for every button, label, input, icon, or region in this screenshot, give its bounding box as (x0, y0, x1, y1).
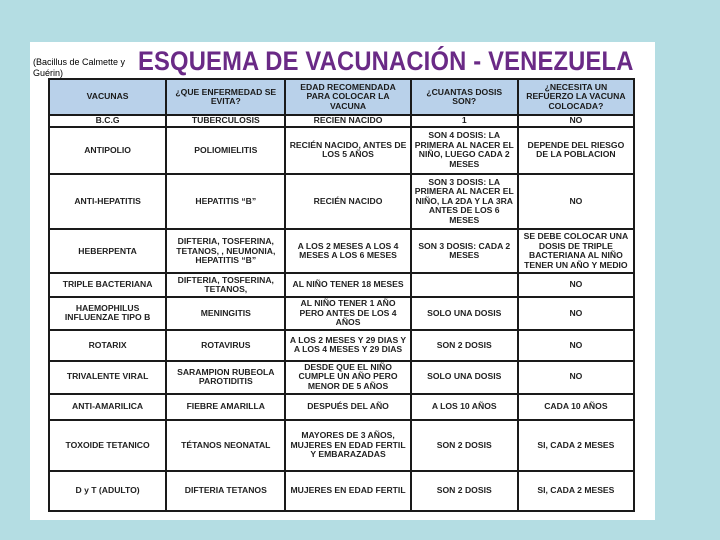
cell-dosis (412, 274, 517, 296)
header-refuerzo: ¿NECESITA UN REFUERZO LA VACUNA COLOCADA? (519, 80, 633, 114)
cell-edad: AL NIÑO TENER 1 AÑO PERO ANTES DE LOS 4 AÑOS (286, 298, 409, 329)
cell-enfermedad: SARAMPION RUBEOLA PAROTIDITIS (167, 362, 284, 393)
cell-refuerzo: DEPENDE DEL RIESGO DE LA POBLACION (519, 128, 633, 172)
cell-refuerzo: CADA 10 AÑOS (519, 395, 633, 420)
header-dosis: ¿CUANTAS DOSIS SON? (412, 80, 517, 114)
cell-refuerzo: NO (519, 274, 633, 296)
cell-enfermedad: MENINGITIS (167, 298, 284, 329)
table-row (50, 395, 633, 420)
cell-dosis: SON 2 DOSIS (412, 331, 517, 360)
cell-dosis: SON 2 DOSIS (412, 472, 517, 510)
header-enfermedad: ¿QUE ENFERMEDAD SE EVITA? (167, 80, 284, 114)
table-row (50, 421, 633, 469)
table-row (50, 472, 633, 510)
cell-vacuna: HEBERPENTA (50, 230, 165, 272)
header-vacunas: VACUNAS (50, 80, 165, 114)
cell-refuerzo: SI, CADA 2 MESES (519, 472, 633, 510)
cell-vacuna: ANTIPOLIO (50, 128, 165, 172)
cell-refuerzo: SE DEBE COLOCAR UNA DOSIS DE TRIPLE BACTERIANA AL NIÑO TENER UN AÑO Y MEDIO (519, 230, 633, 272)
cell-edad: A LOS 2 MESES A LOS 4 MESES A LOS 6 MESES (286, 230, 409, 272)
cell-edad: DESPUÉS DEL AÑO (286, 395, 409, 420)
cell-dosis: SON 2 DOSIS (412, 421, 517, 469)
table-row (50, 128, 633, 172)
cell-vacuna: TRIVALENTE VIRAL (50, 362, 165, 393)
cell-refuerzo: NO (519, 331, 633, 360)
cell-enfermedad: DIFTERIA, TOSFERINA, TETANOS, , NEUMONIA, HEPATITIS “B” (167, 230, 284, 272)
cell-edad: RECIÉN NACIDO, ANTES DE LOS 5 AÑOS (286, 128, 409, 172)
cell-refuerzo: SI, CADA 2 MESES (519, 421, 633, 469)
cell-enfermedad: DIFTERIA, TOSFERINA, TETANOS, (167, 274, 284, 296)
cell-vacuna: D y T (ADULTO) (50, 472, 165, 510)
cell-dosis: 1 (412, 116, 517, 126)
cell-edad: RECIEN NACIDO (286, 116, 409, 126)
page-title: ESQUEMA DE VACUNACIÓN - VENEZUELA (138, 46, 634, 76)
cell-dosis: SON 3 DOSIS: LA PRIMERA AL NACER EL NIÑO, LA 2DA Y LA 3RA ANTES DE LOS 6 MESES (412, 175, 517, 229)
cell-refuerzo: NO (519, 362, 633, 393)
table-row (50, 298, 633, 329)
cell-edad: A LOS 2 MESES Y 29 DIAS Y A LOS 4 MESES Y 29 DIAS (286, 331, 409, 360)
cell-dosis: SOLO UNA DOSIS (412, 362, 517, 393)
table-row (50, 274, 633, 296)
cell-vacuna: HAEMOPHILUS INFLUENZAE TIPO B (50, 298, 165, 329)
table-row (50, 230, 633, 272)
cell-dosis: SON 4 DOSIS: LA PRIMERA AL NACER EL NIÑO, LUEGO CADA 2 MESES (412, 128, 517, 172)
cell-dosis: SOLO UNA DOSIS (412, 298, 517, 329)
cell-enfermedad: POLIOMIELITIS (167, 128, 284, 172)
table-row (50, 175, 633, 229)
cell-enfermedad: DIFTERIA TETANOS (167, 472, 284, 510)
cell-enfermedad: FIEBRE AMARILLA (167, 395, 284, 420)
cell-vacuna: ANTI-AMARILICA (50, 395, 165, 420)
cell-enfermedad: ROTAVIRUS (167, 331, 284, 360)
cell-enfermedad: TÉTANOS NEONATAL (167, 421, 284, 469)
cell-refuerzo: NO (519, 175, 633, 229)
cell-enfermedad: TUBERCULOSIS (167, 116, 284, 126)
cell-refuerzo: NO (519, 298, 633, 329)
cell-edad: AL NIÑO TENER 18 MESES (286, 274, 409, 296)
table-row (50, 331, 633, 360)
cell-vacuna: TOXOIDE TETANICO (50, 421, 165, 469)
cell-refuerzo: NO (519, 116, 633, 126)
cell-enfermedad: HEPATITIS “B” (167, 175, 284, 229)
header-edad: EDAD RECOMENDADA PARA COLOCAR LA VACUNA (286, 80, 409, 114)
cell-edad: DESDE QUE EL NIÑO CUMPLE UN AÑO PERO MENOR DE 5 AÑOS (286, 362, 409, 393)
cell-vacuna: B.C.G (50, 116, 165, 126)
vaccination-table (48, 78, 635, 512)
cell-dosis: A LOS 10 AÑOS (412, 395, 517, 420)
table-row (50, 116, 633, 126)
table-header-row (50, 80, 633, 114)
cell-vacuna: ROTARIX (50, 331, 165, 360)
cell-edad: MUJERES EN EDAD FERTIL (286, 472, 409, 510)
cell-vacuna: ANTI-HEPATITIS (50, 175, 165, 229)
cell-edad: RECIÉN NACIDO (286, 175, 409, 229)
cell-edad: MAYORES DE 3 AÑOS, MUJERES EN EDAD FERTIL Y EMBARAZADAS (286, 421, 409, 469)
cell-vacuna: TRIPLE BACTERIANA (50, 274, 165, 296)
table-row (50, 362, 633, 393)
cell-dosis: SON 3 DOSIS: CADA 2 MESES (412, 230, 517, 272)
bcg-note: (Bacillus de Calmette y Guérin) (33, 57, 126, 78)
slide (30, 42, 655, 520)
